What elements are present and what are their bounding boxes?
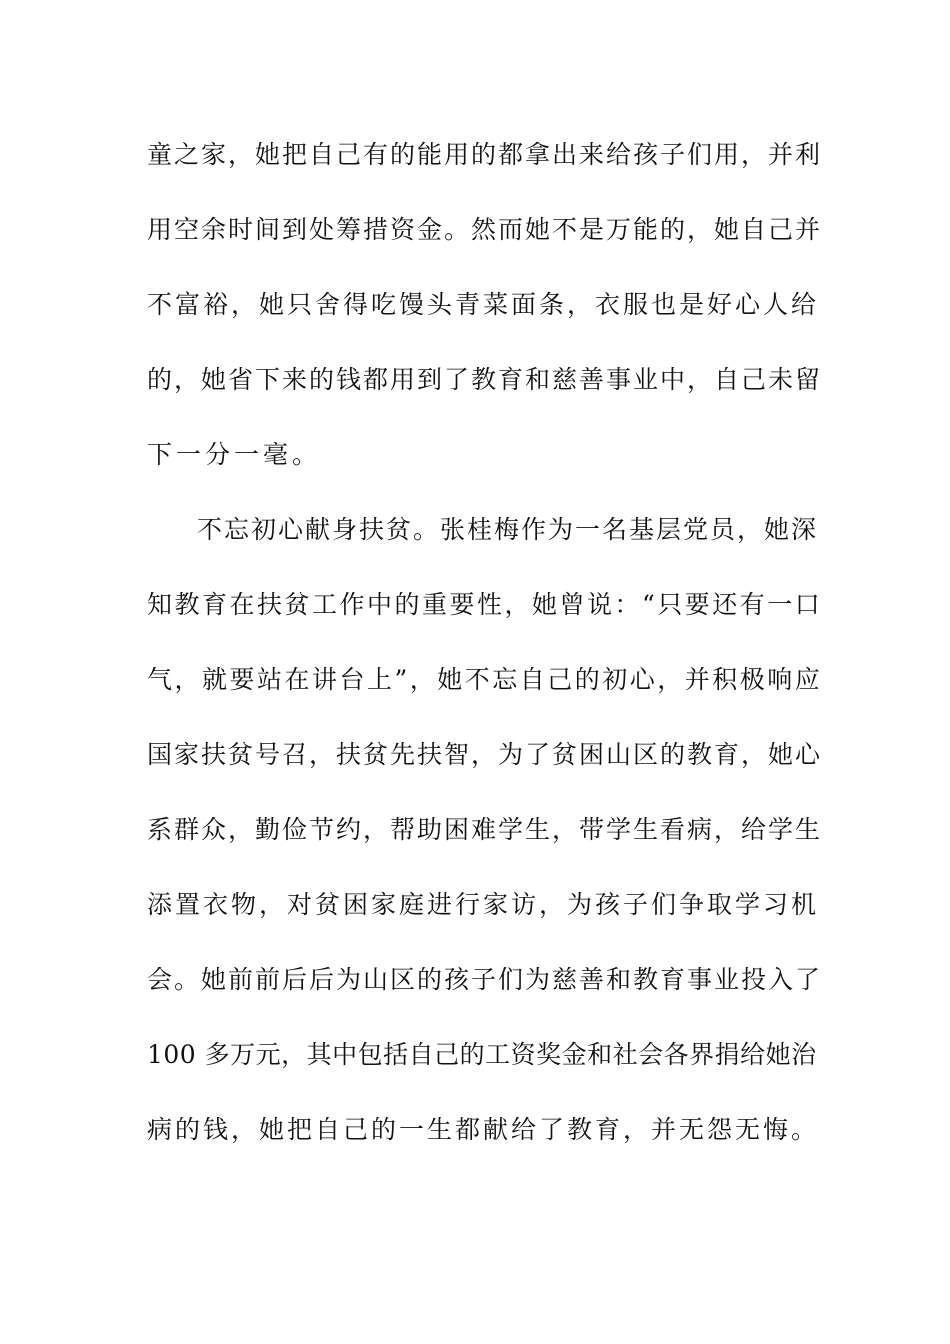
text-line: 气，就要站在讲台上”，她不忘自己的初心，并积极响应 xyxy=(147,665,823,694)
text-line: 系群众，勤俭节约，帮助困难学生，带学生看病，给学生 xyxy=(147,815,823,844)
text-line: 会。她前前后后为山区的孩子们为慈善和教育事业投入了 xyxy=(147,965,823,994)
text-line: 童之家，她把自己有的能用的都拿出来给孩子们用，并利 xyxy=(147,140,823,169)
text-line: 国家扶贫号召，扶贫先扶智，为了贫困山区的教育，她心 xyxy=(147,740,823,769)
text-line: 下一分一毫。 xyxy=(147,440,322,469)
paragraph-1 xyxy=(147,132,827,507)
paragraph-2 xyxy=(147,507,827,1182)
text-line: 不忘初心献身扶贫。张桂梅作为一名基层党员，她深 xyxy=(197,515,819,544)
document-body xyxy=(147,132,827,1182)
text-line: 知教育在扶贫工作中的重要性，她曾说：“只要还有一口 xyxy=(147,590,823,619)
text-line: 不富裕，她只舍得吃馒头青菜面条，衣服也是好心人给 xyxy=(147,290,820,319)
text-line: 用空余时间到处筹措资金。然而她不是万能的，她自己并 xyxy=(147,215,823,244)
text-line: 100 多万元，其中包括自己的工资奖金和社会各界捐给她治 xyxy=(147,1040,817,1069)
text-line: 病的钱，她把自己的一生都献给了教育，并无怨无悔。 xyxy=(147,1115,820,1144)
text-line: 的，她省下来的钱都用到了教育和慈善事业中，自己未留 xyxy=(147,365,823,394)
text-line: 添置衣物，对贫困家庭进行家访，为孩子们争取学习机 xyxy=(147,890,820,919)
